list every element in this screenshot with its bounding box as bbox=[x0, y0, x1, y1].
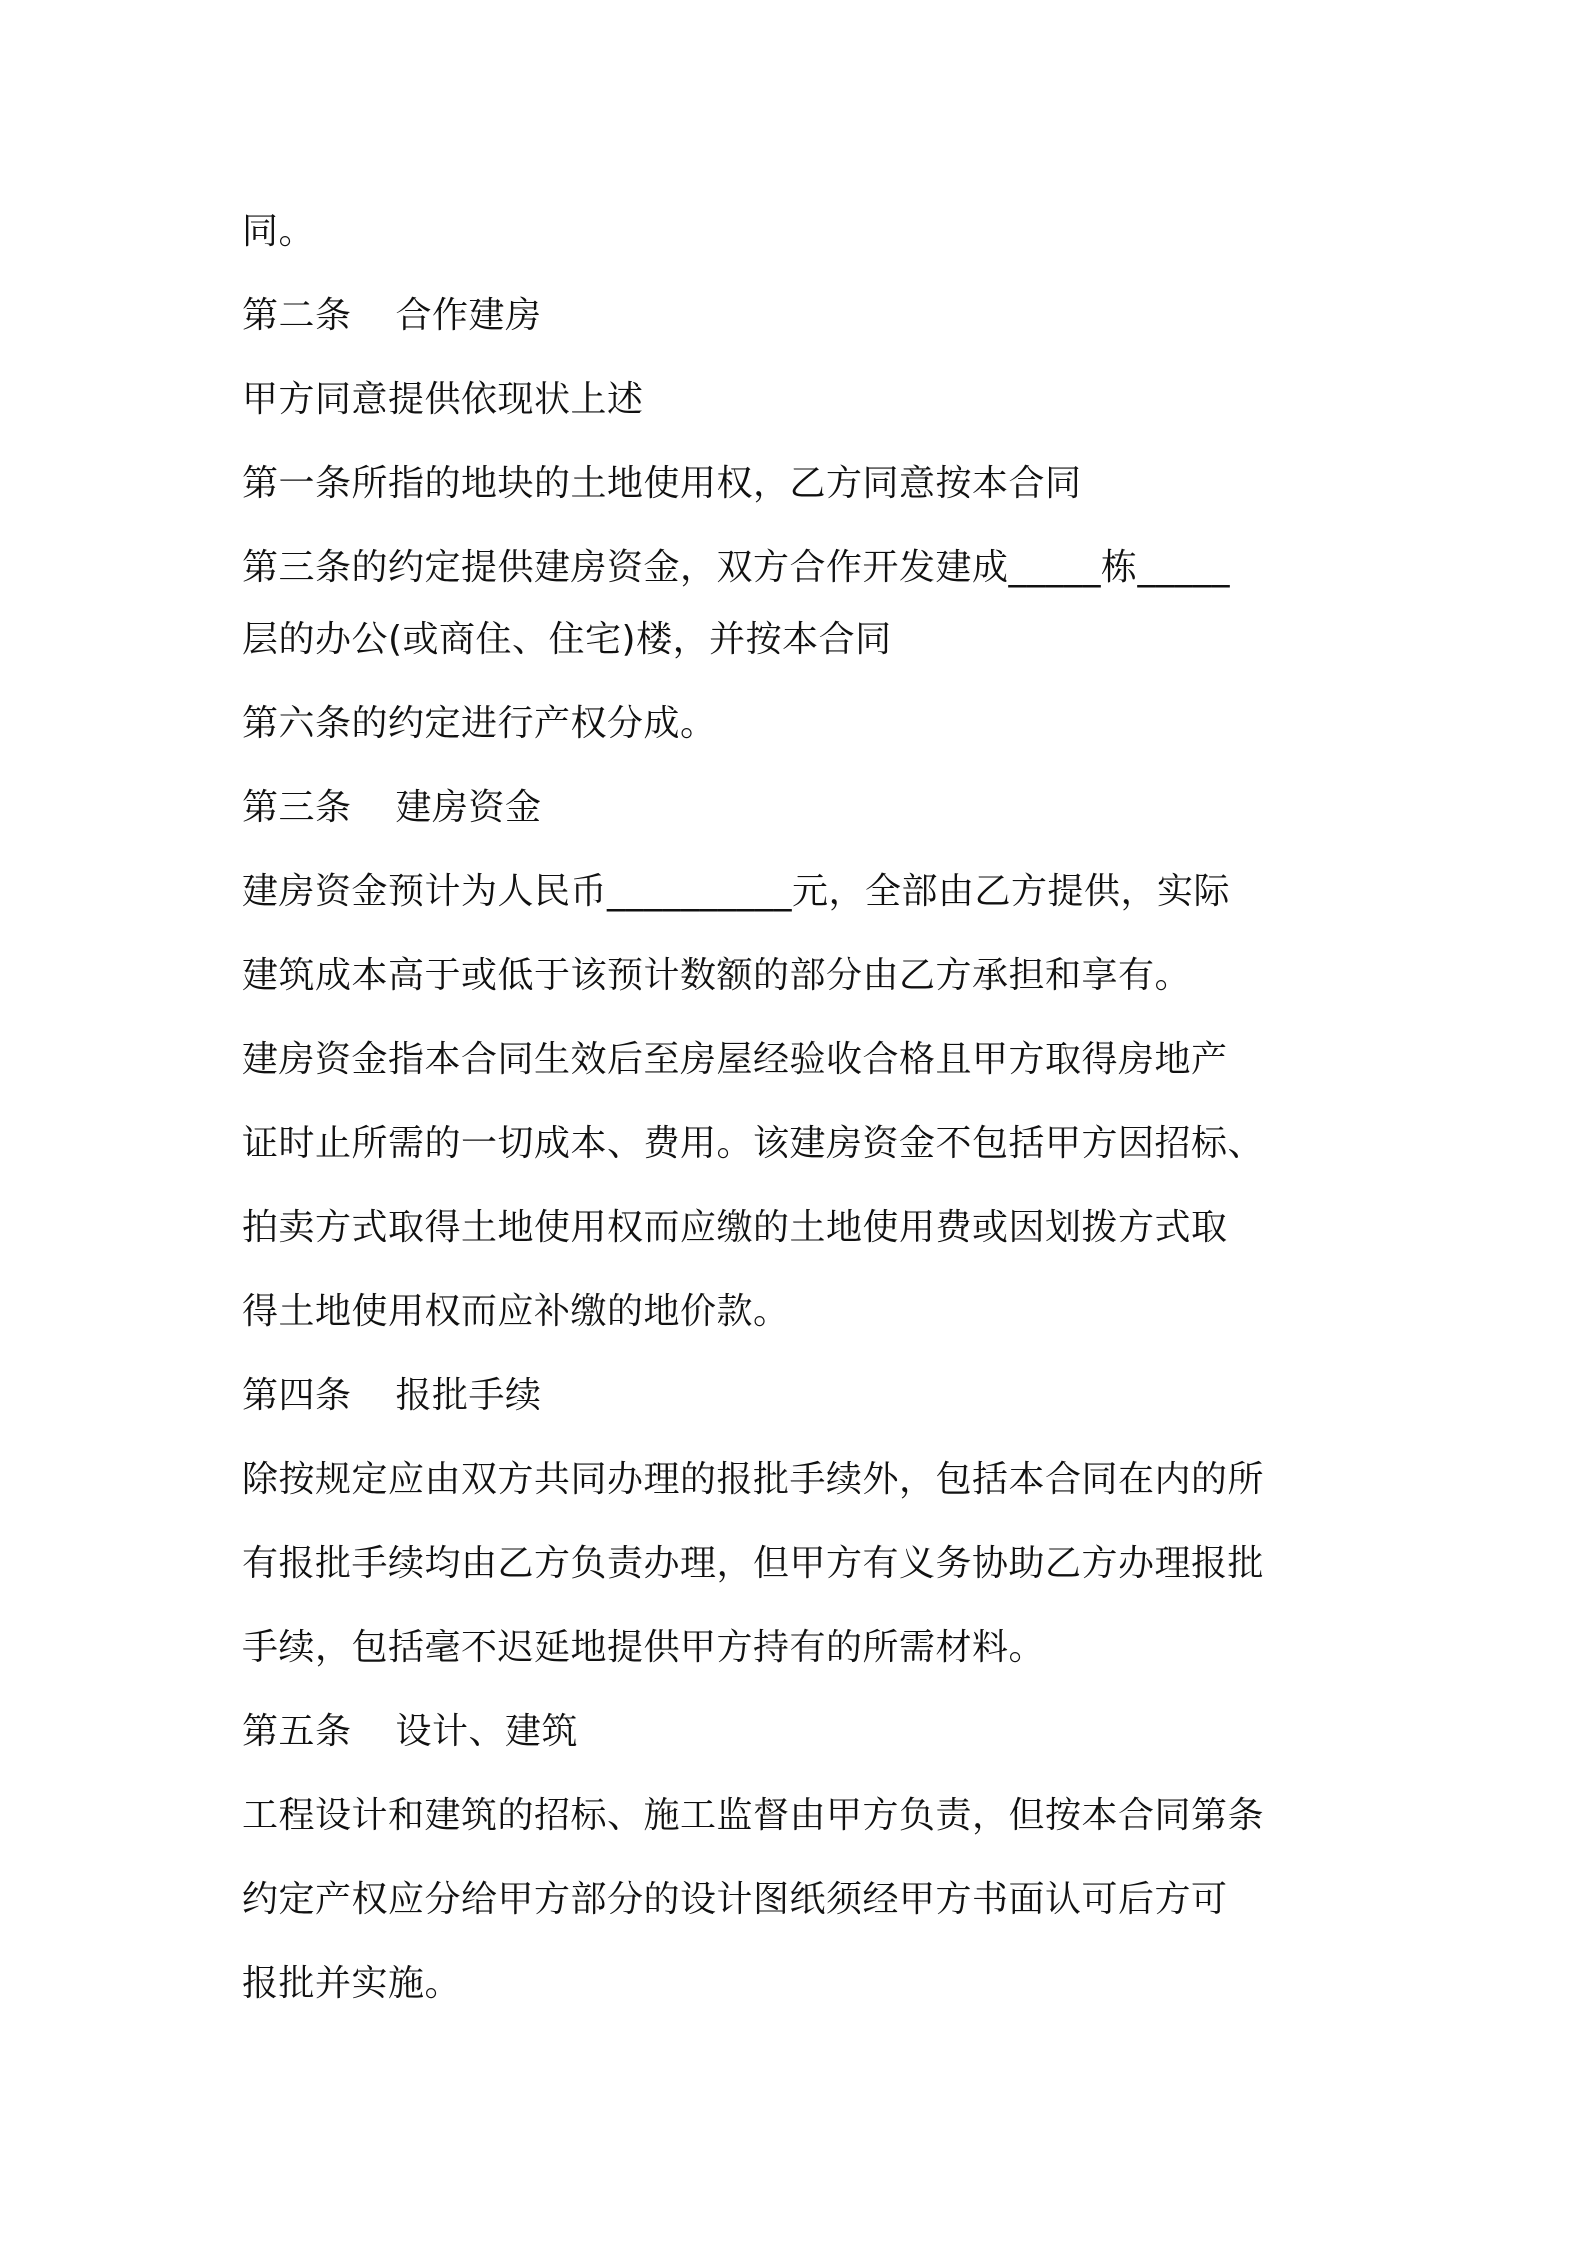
article-title: 建房资金 bbox=[395, 787, 542, 828]
article-title: 报批手续 bbox=[395, 1375, 542, 1416]
text-line: 有报批手续均由乙方负责办理，但甲方有义务协助乙方办理报批 bbox=[242, 1543, 1265, 1584]
text-line: 第一条所指的地块的土地使用权，乙方同意按本合同 bbox=[242, 463, 1082, 504]
text-line: 建房资金预计为人民币__________元，全部由乙方提供，实际 bbox=[242, 871, 1231, 912]
article-number: 第三条 bbox=[242, 787, 352, 828]
text-line: 得土地使用权而应补缴的地价款。 bbox=[242, 1291, 790, 1332]
text-line: 层的办公(或商住、住宅)楼，并按本合同 bbox=[242, 619, 892, 660]
text-line: 同。 bbox=[242, 211, 316, 252]
text-line: 拍卖方式取得土地使用权而应缴的土地使用费或因划拨方式取 bbox=[242, 1207, 1228, 1248]
text-line: 第三条的约定提供建房资金，双方合作开发建成_____栋_____ bbox=[242, 547, 1231, 588]
text-line: 报批并实施。 bbox=[242, 1963, 462, 2004]
article-heading bbox=[242, 1690, 1362, 1774]
article-heading bbox=[242, 766, 1362, 850]
text-line: 除按规定应由双方共同办理的报批手续外，包括本合同在内的所 bbox=[242, 1459, 1265, 1500]
article-number: 第二条 bbox=[242, 295, 352, 336]
article-heading bbox=[242, 1354, 1362, 1438]
article-number: 第五条 bbox=[242, 1711, 352, 1752]
text-line: 甲方同意提供依现状上述 bbox=[242, 379, 644, 420]
text-line: 手续，包括毫不迟延地提供甲方持有的所需材料。 bbox=[242, 1627, 1046, 1668]
text-line: 约定产权应分给甲方部分的设计图纸须经甲方书面认可后方可 bbox=[242, 1879, 1228, 1920]
article-title: 设计、建筑 bbox=[395, 1711, 579, 1752]
article-number: 第四条 bbox=[242, 1375, 352, 1416]
contract-text bbox=[242, 190, 1362, 2026]
text-line: 建房资金指本合同生效后至房屋经验收合格且甲方取得房地产 bbox=[242, 1039, 1228, 1080]
text-line: 第六条的约定进行产权分成。 bbox=[242, 703, 717, 744]
article-heading bbox=[242, 274, 1362, 358]
text-line: 建筑成本高于或低于该预计数额的部分由乙方承担和享有。 bbox=[242, 955, 1192, 996]
text-line: 证时止所需的一切成本、费用。该建房资金不包括甲方因招标、 bbox=[242, 1123, 1265, 1164]
article-title: 合作建房 bbox=[395, 295, 542, 336]
text-line: 工程设计和建筑的招标、施工监督由甲方负责，但按本合同第条 bbox=[242, 1795, 1265, 1836]
